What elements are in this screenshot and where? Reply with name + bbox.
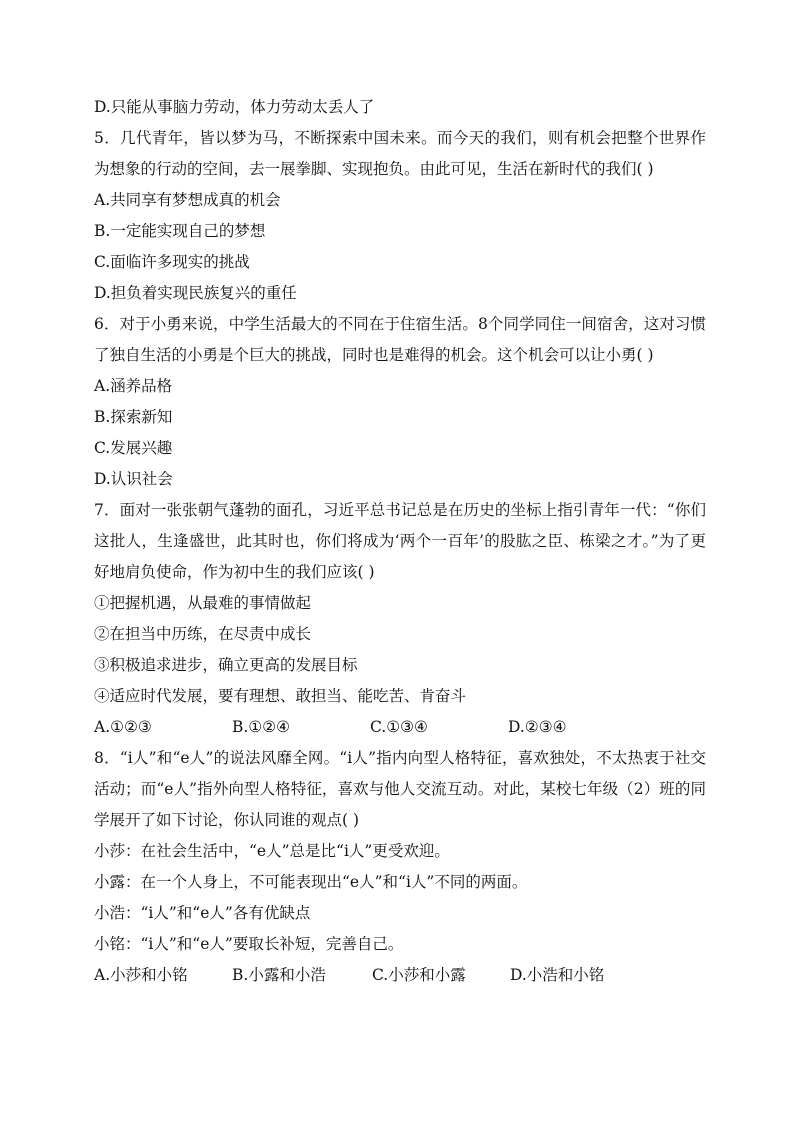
q5-option-d: D.担负着实现民族复兴的重任 [94,284,297,302]
q8-option-d: D.小浩和小铭 [510,966,605,984]
q7-item-3: ③积极追求进步，确立更高的发展目标 [94,656,358,674]
q4-option-d: D.只能从事脑力劳动，体力劳动太丢人了 [94,98,375,116]
q8-stem: 8．“i人”和“e人”的说法风靡全网。“i人”指内向型人格特征，喜欢独处，不太热衷于社交活动；而“e人”指外向型人格特征，喜欢与他人交流互动。对此，某校七年级（2）班的同学展开了如下讨论，你认同谁的观点( ) [94,749,706,829]
q8-option-c: C.小莎和小露 [372,966,466,984]
q5-option-c: C.面临许多现实的挑战 [94,253,250,271]
q7-option-a: A.①②③ [94,718,152,736]
q6-option-b: B.探索新知 [94,408,173,426]
exam-page [94,92,706,991]
q7-stem: 7．面对一张张朝气蓬勃的面孔，习近平总书记总是在历史的坐标上指引青年一代：“你们这批人，生逢盛世，此其时也，你们将成为‘两个一百年’的股肱之臣、栋梁之才。”为了更好地肩负使命，作为初中生的我们应该( ) [94,501,706,581]
q8-view-xiaolu: 小露：在一个人身上，不可能表现出“e人”和“i人”不同的两面。 [94,873,528,891]
q7-option-c: C.①③④ [370,718,428,736]
q5-stem: 5．几代青年，皆以梦为马，不断探索中国未来。而今天的我们，则有机会把整个世界作为想象的行动的空间，去一展拳脚、实现抱负。由此可见，生活在新时代的我们( ) [94,129,706,178]
q6-stem: 6．对于小勇来说，中学生活最大的不同在于住宿生活。8个同学同住一间宿舍，这对习惯了独自生活的小勇是个巨大的挑战，同时也是难得的机会。这个机会可以让小勇( ) [94,315,706,364]
q8-view-xiaoming: 小铭：“i人”和“e人”要取长补短，完善自己。 [94,935,404,953]
q7-option-b: B.①②④ [232,718,291,736]
q7-item-1: ①把握机遇，从最难的事情做起 [94,594,312,612]
q8-view-xiaosha: 小莎：在社会生活中，“e人”总是比“i人”更受欢迎。 [94,842,450,860]
q8-option-b: B.小露和小浩 [232,966,326,984]
q7-item-4: ④适应时代发展，要有理想、敢担当、能吃苦、肯奋斗 [94,687,467,705]
q8-option-a: A.小莎和小铭 [94,966,188,984]
q7-option-d: D.②③④ [508,718,567,736]
q7-item-2: ②在担当中历练，在尽责中成长 [94,625,312,643]
q5-option-a: A.共同享有梦想成真的机会 [94,191,281,209]
q6-option-a: A.涵养品格 [94,377,173,395]
q8-view-xiaohao: 小浩：“i人”和“e人”各有优缺点 [94,904,311,922]
q5-option-b: B.一定能实现自己的梦想 [94,222,266,240]
q8-options [94,960,706,991]
q7-options [94,712,706,743]
q6-option-c: C.发展兴趣 [94,439,173,457]
q6-option-d: D.认识社会 [94,470,173,488]
